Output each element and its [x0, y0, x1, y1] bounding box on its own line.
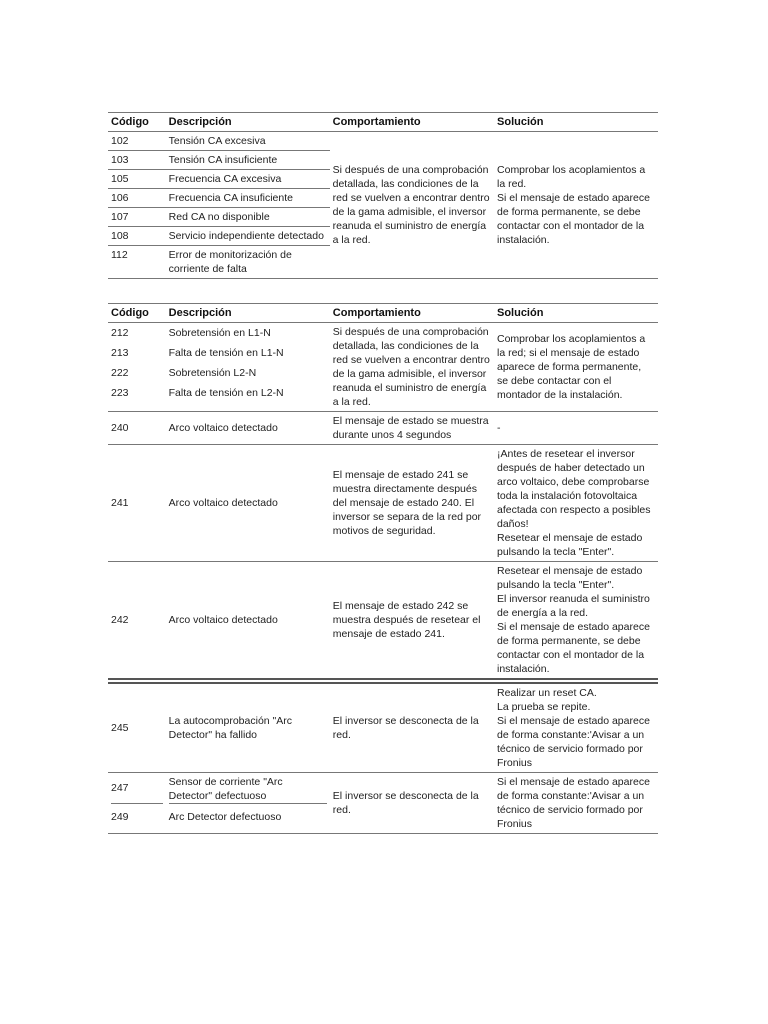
code-cell: 112	[108, 246, 166, 279]
code-222: 222	[111, 367, 129, 379]
description-text: Falta de tensión en L1-N	[168, 347, 284, 359]
description-cell: Frecuencia CA insuficiente	[166, 189, 330, 208]
table-row	[108, 412, 658, 445]
code-cell: 107	[108, 208, 166, 227]
description-cell: Tensión CA insuficiente	[166, 151, 330, 170]
code-212: 212	[111, 327, 129, 339]
description-text: Falta de tensión en L2-N	[168, 387, 284, 399]
table-row	[108, 445, 658, 562]
error-table-2	[108, 303, 658, 834]
code-cell: 103	[108, 151, 166, 170]
code-cell: 105	[108, 170, 166, 189]
header-solution: Solución	[494, 304, 658, 323]
description-cell: Arco voltaico detectado	[166, 412, 330, 445]
solution-cell: Si el mensaje de estado aparece de forma constante:'Avisar a un técnico de servicio formado por Fronius	[494, 773, 658, 834]
solution-cell: Comprobar los acoplamientos a la red; si el mensaje de estado aparece de forma permanente, se debe contactar con el montador de la instalación.	[494, 323, 658, 412]
table-row	[108, 132, 658, 151]
description-cell: Arco voltaico detectado	[166, 445, 330, 562]
behavior-cell: Si después de una comprobación detallada, las condiciones de la red se vuelven a encontrar dentro de la gama admisible, el inversor reanuda el suministro de energía a la red.	[330, 323, 494, 412]
behavior-cell: Si después de una comprobación detallada, las condiciones de la red se vuelven a encontrar dentro de la gama admisible, el inversor reanuda el suministro de energía a la red.	[330, 132, 494, 279]
table-row	[108, 773, 658, 834]
behavior-cell: El inversor se desconecta de la red.	[330, 681, 494, 773]
code-cell: 108	[108, 227, 166, 246]
code-247: 247	[111, 773, 163, 804]
description-cell	[166, 773, 330, 834]
description-cell: Frecuencia CA excesiva	[166, 170, 330, 189]
code-249: 249	[111, 811, 129, 823]
description-cell: Error de monitorización de corriente de falta	[166, 246, 330, 279]
solution-cell: ¡Antes de resetear el inversor después de haber detectado un arco voltaico, debe comprobarse toda la instalación fotovoltaica afectada con respecto a posibles daños! Resetear el mensaje de estado pulsando la tecla "Enter".	[494, 445, 658, 562]
code-cell: 106	[108, 189, 166, 208]
solution-cell: Resetear el mensaje de estado pulsando la tecla "Enter". El inversor reanuda el suministro de energía a la red. Si el mensaje de estado aparece de forma permanente, se debe contactar con el montador de la instalación.	[494, 562, 658, 682]
description-text: Sobretensión L2-N	[168, 367, 257, 379]
behavior-cell: El mensaje de estado se muestra durante unos 4 segundos	[330, 412, 494, 445]
code-cell: 245	[108, 681, 166, 773]
behavior-cell: El mensaje de estado 241 se muestra directamente después del mensaje de estado 240. El inversor se separa de la red por motivos de seguridad.	[330, 445, 494, 562]
header-behavior: Comportamiento	[330, 113, 494, 132]
behavior-cell: El mensaje de estado 242 se muestra después de resetear el mensaje de estado 241.	[330, 562, 494, 682]
solution-cell: Comprobar los acoplamientos a la red. Si el mensaje de estado aparece de forma permanente, se debe contactar con el montador de la instalación.	[494, 132, 658, 279]
table-header-row	[108, 113, 658, 132]
header-behavior: Comportamiento	[330, 304, 494, 323]
error-table-1	[108, 112, 658, 279]
description-cell: Servicio independiente detectado	[166, 227, 330, 246]
header-code: Código	[108, 304, 166, 323]
code-cell: 240	[108, 412, 166, 445]
description-text: Sobretensión en L1-N	[168, 327, 271, 339]
description-cell: Arco voltaico detectado	[166, 562, 330, 682]
description-cell: Red CA no disponible	[166, 208, 330, 227]
description-cell: Tensión CA excesiva	[166, 132, 330, 151]
code-cell: 241	[108, 445, 166, 562]
header-solution: Solución	[494, 113, 658, 132]
header-description: Descripción	[166, 113, 330, 132]
description-text: Arc Detector defectuoso	[168, 811, 282, 823]
code-cell	[108, 773, 166, 834]
table-row	[108, 562, 658, 682]
behavior-cell: El inversor se desconecta de la red.	[330, 773, 494, 834]
code-223: 223	[111, 387, 129, 399]
description-text: Sensor de corriente "Arc Detector" defectuoso	[169, 773, 327, 804]
description-cell: La autocomprobación "Arc Detector" ha fallido	[166, 681, 330, 773]
solution-cell: -	[494, 412, 658, 445]
code-213: 213	[111, 347, 129, 359]
description-cell	[166, 323, 330, 412]
solution-cell: Realizar un reset CA. La prueba se repite. Si el mensaje de estado aparece de forma constante:'Avisar a un técnico de servicio formado por Fronius	[494, 681, 658, 773]
table-header-row	[108, 304, 658, 323]
code-cell	[108, 323, 166, 412]
code-cell: 242	[108, 562, 166, 682]
header-code: Código	[108, 113, 166, 132]
code-cell: 102	[108, 132, 166, 151]
header-description: Descripción	[166, 304, 330, 323]
table-row	[108, 681, 658, 773]
table-row	[108, 323, 658, 412]
